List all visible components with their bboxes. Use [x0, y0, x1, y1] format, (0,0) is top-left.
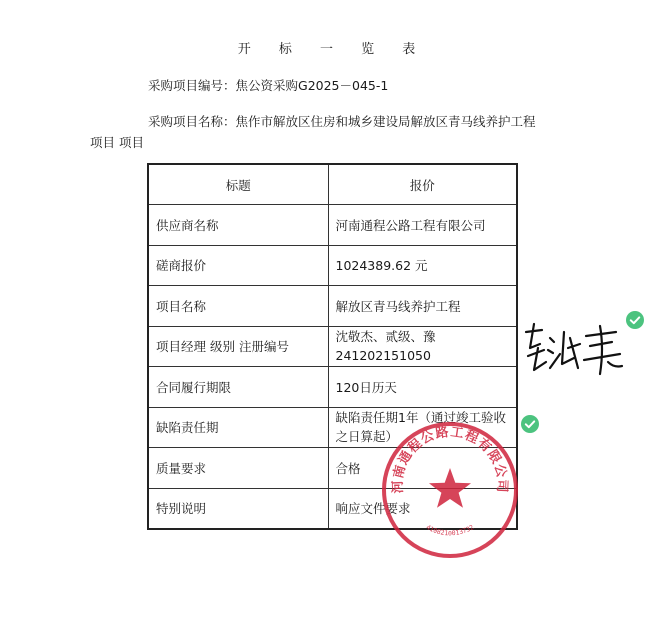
project-name-continuation: 项目 项目	[90, 135, 144, 150]
row-value: 沈敬杰、贰级、豫241202151050	[328, 326, 517, 367]
row-label: 项目名称	[148, 286, 328, 327]
header-quote: 报价	[328, 164, 517, 205]
table-row	[148, 407, 517, 448]
project-name-line	[148, 112, 536, 130]
check-circle-icon	[626, 311, 644, 329]
table-row	[148, 286, 517, 327]
table-row	[148, 488, 517, 529]
project-code-label: 采购项目编号：	[148, 78, 236, 93]
row-label: 缺陷责任期	[148, 407, 328, 448]
table-row	[148, 245, 517, 286]
project-name-label: 采购项目名称：	[148, 114, 236, 129]
project-code: 焦公资采购G2025－045-1	[235, 78, 389, 93]
table-row	[148, 367, 517, 408]
row-label: 质量要求	[148, 448, 328, 489]
row-value: 河南通程公路工程有限公司	[328, 205, 517, 246]
table-header-row	[148, 164, 517, 205]
check-circle-icon	[521, 415, 539, 433]
row-value: 1024389.62 元	[328, 245, 517, 286]
bid-opening-table	[147, 163, 518, 530]
table-row	[148, 448, 517, 489]
row-value: 120日历天	[328, 367, 517, 408]
row-label: 项目经理 级别 注册编号	[148, 326, 328, 367]
project-code-line	[148, 76, 388, 94]
row-label: 磋商报价	[148, 245, 328, 286]
row-value: 解放区青马线养护工程	[328, 286, 517, 327]
row-value: 缺陷责任期1年（通过竣工验收之日算起）	[328, 407, 517, 448]
row-label: 供应商名称	[148, 205, 328, 246]
row-value: 响应文件要求	[328, 488, 517, 529]
seal-number: 4108210013732	[424, 523, 476, 538]
row-value: 合格	[328, 448, 517, 489]
table-row	[148, 205, 517, 246]
row-label: 合同履行期限	[148, 367, 328, 408]
handwritten-signature	[520, 318, 628, 378]
page-title: 开 标 一 览 表	[237, 42, 428, 57]
table-row	[148, 326, 517, 367]
seal-company-text: 河南通程公路工程有限公司	[390, 424, 510, 494]
header-title: 标题	[148, 164, 328, 205]
row-label: 特别说明	[148, 488, 328, 529]
project-name: 焦作市解放区住房和城乡建设局解放区青马线养护工程	[235, 114, 536, 129]
